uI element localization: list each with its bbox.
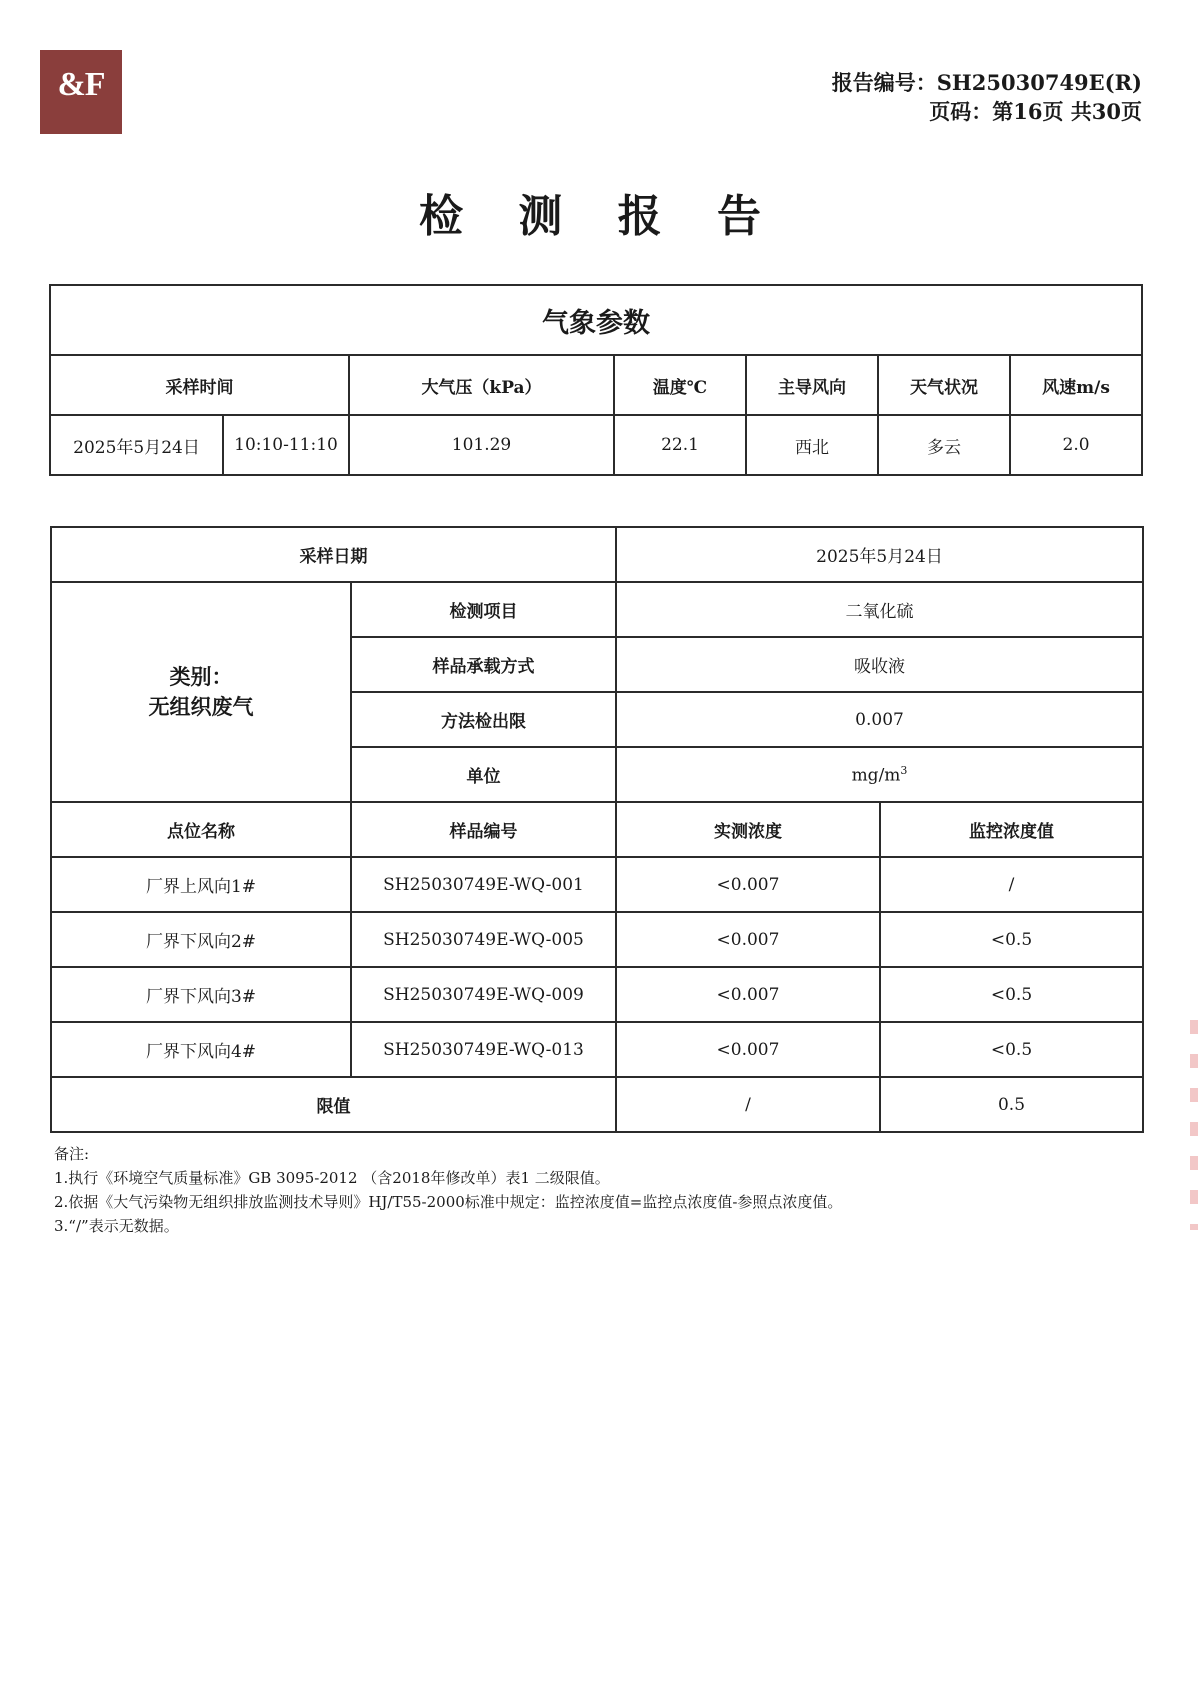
remarks [54, 1142, 842, 1238]
monitor-concentration: <0.5 [880, 1022, 1143, 1077]
measured-concentration: <0.007 [616, 857, 880, 912]
weather-time-range: 10:10-11:10 [223, 415, 349, 475]
limit-monitor-value: 0.5 [880, 1077, 1143, 1132]
sample-id: SH25030749E-WQ-009 [351, 967, 616, 1022]
table-row [51, 912, 1143, 967]
wind-speed-value: 2.0 [1010, 415, 1142, 475]
sample-id: SH25030749E-WQ-001 [351, 857, 616, 912]
company-logo [40, 50, 122, 134]
category-label: 类别： [169, 664, 233, 689]
table-row [51, 857, 1143, 912]
remark-item: 3.“/”表示无数据。 [54, 1217, 179, 1235]
unit-label: 单位 [351, 747, 616, 802]
unit-value: mg/m [851, 765, 901, 786]
sample-id-header: 样品编号 [351, 802, 616, 857]
report-number-label: 报告编号： [831, 70, 937, 95]
page-number-line [832, 97, 1142, 126]
unit-superscript: 3 [900, 763, 908, 777]
point-name: 厂界上风向1# [51, 857, 351, 912]
report-number: SH25030749E(R) [936, 70, 1142, 95]
point-name-header: 点位名称 [51, 802, 351, 857]
seal-stamp-edge [1190, 1020, 1198, 1230]
measured-concentration: <0.007 [616, 912, 880, 967]
wind-speed-header: 风速m/s [1010, 355, 1142, 415]
temperature-header: 温度℃ [614, 355, 746, 415]
page-total: 共30页 [1070, 99, 1142, 124]
point-name: 厂界下风向2# [51, 912, 351, 967]
sampling-date-label: 采样日期 [51, 527, 616, 582]
sample-carrier-label: 样品承载方式 [351, 637, 616, 692]
page-current: 第16页 [992, 99, 1064, 124]
sample-id: SH25030749E-WQ-005 [351, 912, 616, 967]
limit-measured-value: / [616, 1077, 880, 1132]
pressure-header: 大气压（kPa） [349, 355, 614, 415]
point-name: 厂界下风向4# [51, 1022, 351, 1077]
remark-item: 2.依据《大气污染物无组织排放监测技术导则》HJ/T55-2000标准中规定：监控浓度值=监控点浓度值-参照点浓度值。 [54, 1193, 843, 1211]
weather-condition-header: 天气状况 [878, 355, 1010, 415]
test-item-value: 二氧化硫 [616, 582, 1143, 637]
point-name: 厂界下风向3# [51, 967, 351, 1022]
wind-direction-value: 西北 [746, 415, 878, 475]
unit-value-cell [616, 747, 1143, 802]
table-row [51, 967, 1143, 1022]
report-number-line [832, 68, 1142, 97]
measured-concentration: <0.007 [616, 1022, 880, 1077]
weather-condition-value: 多云 [878, 415, 1010, 475]
weather-table [49, 284, 1143, 476]
measured-concentration: <0.007 [616, 967, 880, 1022]
remark-item: 1.执行《环境空气质量标准》GB 3095-2012 （含2018年修改单）表1 二级限值。 [54, 1169, 610, 1187]
detection-limit-label: 方法检出限 [351, 692, 616, 747]
weather-caption: 气象参数 [50, 285, 1142, 355]
monitor-concentration: / [880, 857, 1143, 912]
sample-id: SH25030749E-WQ-013 [351, 1022, 616, 1077]
limit-label: 限值 [51, 1077, 616, 1132]
sample-carrier-value: 吸收液 [616, 637, 1143, 692]
sampling-date-value: 2025年5月24日 [616, 527, 1143, 582]
weather-date: 2025年5月24日 [50, 415, 223, 475]
page-number-label: 页码： [929, 99, 993, 124]
wind-direction-header: 主导风向 [746, 355, 878, 415]
measured-concentration-header: 实测浓度 [616, 802, 880, 857]
logo-text: &F [57, 66, 105, 103]
remarks-label: 备注: [54, 1145, 90, 1163]
pressure-value: 101.29 [349, 415, 614, 475]
report-header [832, 68, 1142, 126]
detection-limit-value: 0.007 [616, 692, 1143, 747]
category-value: 无组织废气 [148, 694, 254, 719]
document-title: 检 测 报 告 [419, 191, 781, 242]
temperature-value: 22.1 [614, 415, 746, 475]
measurement-table [50, 526, 1144, 1133]
category-cell [51, 582, 351, 802]
sampling-time-header: 采样时间 [50, 355, 349, 415]
monitor-concentration: <0.5 [880, 967, 1143, 1022]
monitor-concentration: <0.5 [880, 912, 1143, 967]
table-row [51, 1022, 1143, 1077]
monitor-concentration-header: 监控浓度值 [880, 802, 1143, 857]
test-item-label: 检测项目 [351, 582, 616, 637]
